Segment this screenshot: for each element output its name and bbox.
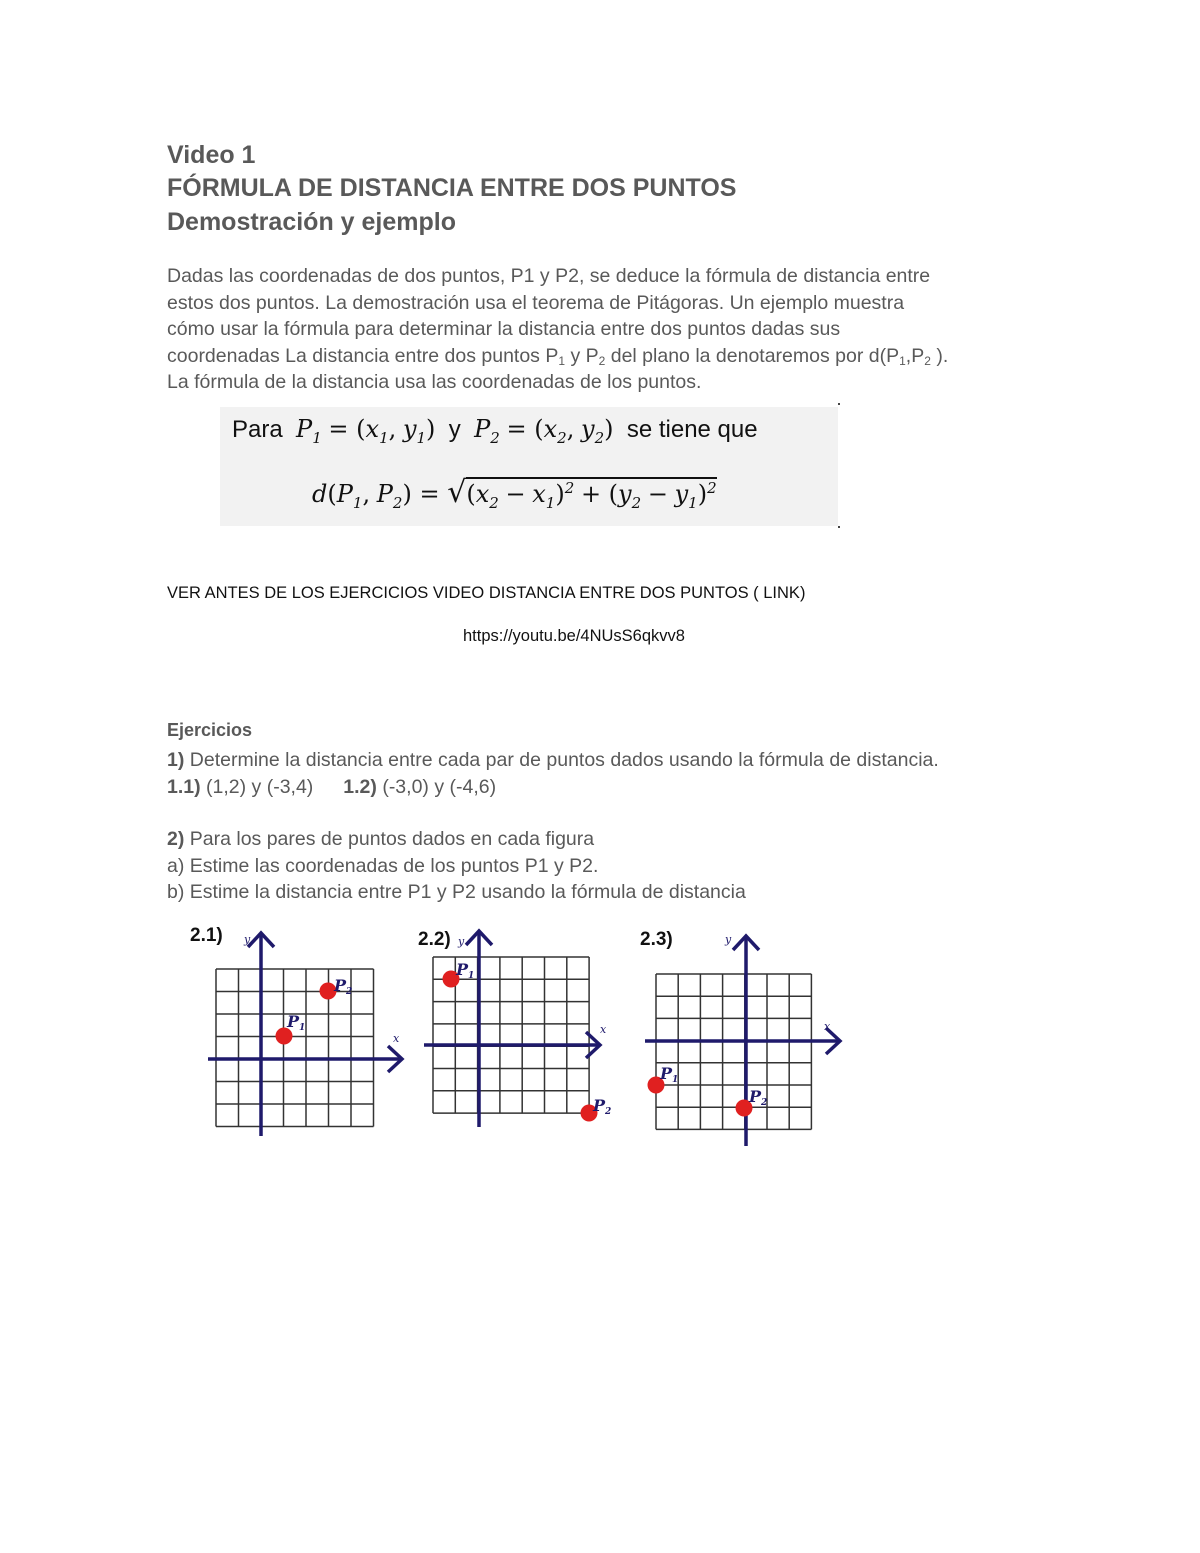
exercise-1-items: 1.1) (1,2) y (-3,4) 1.2) (-3,0) y (-4,6) (167, 775, 497, 798)
x-axis-label: x (600, 1023, 607, 1036)
intro-paragraph (167, 263, 1047, 396)
point-p2-label: P2 (334, 976, 353, 997)
x-axis-label: x (393, 1032, 400, 1045)
figure-2-graph (420, 925, 620, 1140)
figure-3-graph (642, 928, 847, 1148)
exercise-2-part-b: b) Estime la distancia entre P1 y P2 usando la fórmula de distancia (167, 881, 746, 903)
point-p1-label: P1 (287, 1012, 306, 1033)
y-axis-label: y (458, 935, 465, 948)
figure-3-label: 2.3) (640, 929, 673, 950)
page-title: FÓRMULA DE DISTANCIA ENTRE DOS PUNTOS (167, 174, 737, 202)
formula-y-word: y (448, 416, 461, 443)
exercises-title: Ejercicios (167, 720, 253, 740)
formula-points-line: Para $P_1 = (x_1$, $y_1$) y $P_2 = (x_2$, $y_2$) se tiene que (232, 415, 758, 447)
exercise-1-statement: 1) Determine la distancia entre cada par de puntos dados usando la fórmula de distancia. (167, 749, 939, 771)
formula-para-word: Para (232, 416, 283, 443)
video-notice: VER ANTES DE LOS EJERCICIOS VIDEO DISTANCIA ENTRE DOS PUNTOS ( LINK) (167, 584, 806, 602)
point-p1-label: P1 (660, 1064, 679, 1085)
exercise-1 (167, 747, 1047, 800)
point-p2-label: P2 (593, 1096, 612, 1117)
y-axis-label: y (244, 933, 251, 946)
page-subtitle: Demostración y ejemplo (167, 208, 456, 236)
intro-line: Dadas las coordenadas de dos puntos, P1 y P2, se deduce la fórmula de distancia entre (167, 265, 931, 287)
figure-1-label: 2.1) (190, 925, 223, 946)
exercise-2-part-a: a) Estime las coordenadas de los puntos P1 y P2. (167, 854, 599, 877)
intro-line: coordenadas La distancia entre dos puntos $P_1$ y $P_2$ del plano la denotaremos por $d(P_1,P_2$ ). (167, 344, 949, 368)
grid (656, 974, 811, 1129)
x-axis-label: x (824, 1020, 831, 1033)
intro-line: La fórmula de la distancia usa las coordenadas de los puntos. (167, 371, 702, 393)
distance-formula-box (220, 407, 838, 526)
formula-se-tiene-que: se tiene que (626, 416, 758, 443)
exercise-2-statement: 2) Para los pares de puntos dados en cada figura (167, 828, 595, 850)
point-p2-label: P2 (749, 1087, 768, 1108)
point-p1-label: P1 (456, 960, 475, 981)
video-title: Video 1 (167, 141, 256, 169)
distance-formula: $d(P_1$, $P_2) = √(x_2 - x_1)^2 + (y_2 - y_1)^2$ (312, 475, 717, 512)
intro-line: estos dos puntos. La demostración usa el teorema de Pitágoras. Un ejemplo muestra (167, 291, 905, 314)
video-link[interactable]: https://youtu.be/4NUsS6qkvv8 (463, 627, 685, 645)
figure-2-label: 2.2) (418, 929, 451, 950)
y-axis-label: y (725, 933, 732, 946)
figure-1-graph (200, 925, 415, 1140)
exercise-2 (167, 826, 1047, 906)
intro-line: cómo usar la fórmula para determinar la distancia entre dos puntos dadas sus (167, 318, 841, 340)
